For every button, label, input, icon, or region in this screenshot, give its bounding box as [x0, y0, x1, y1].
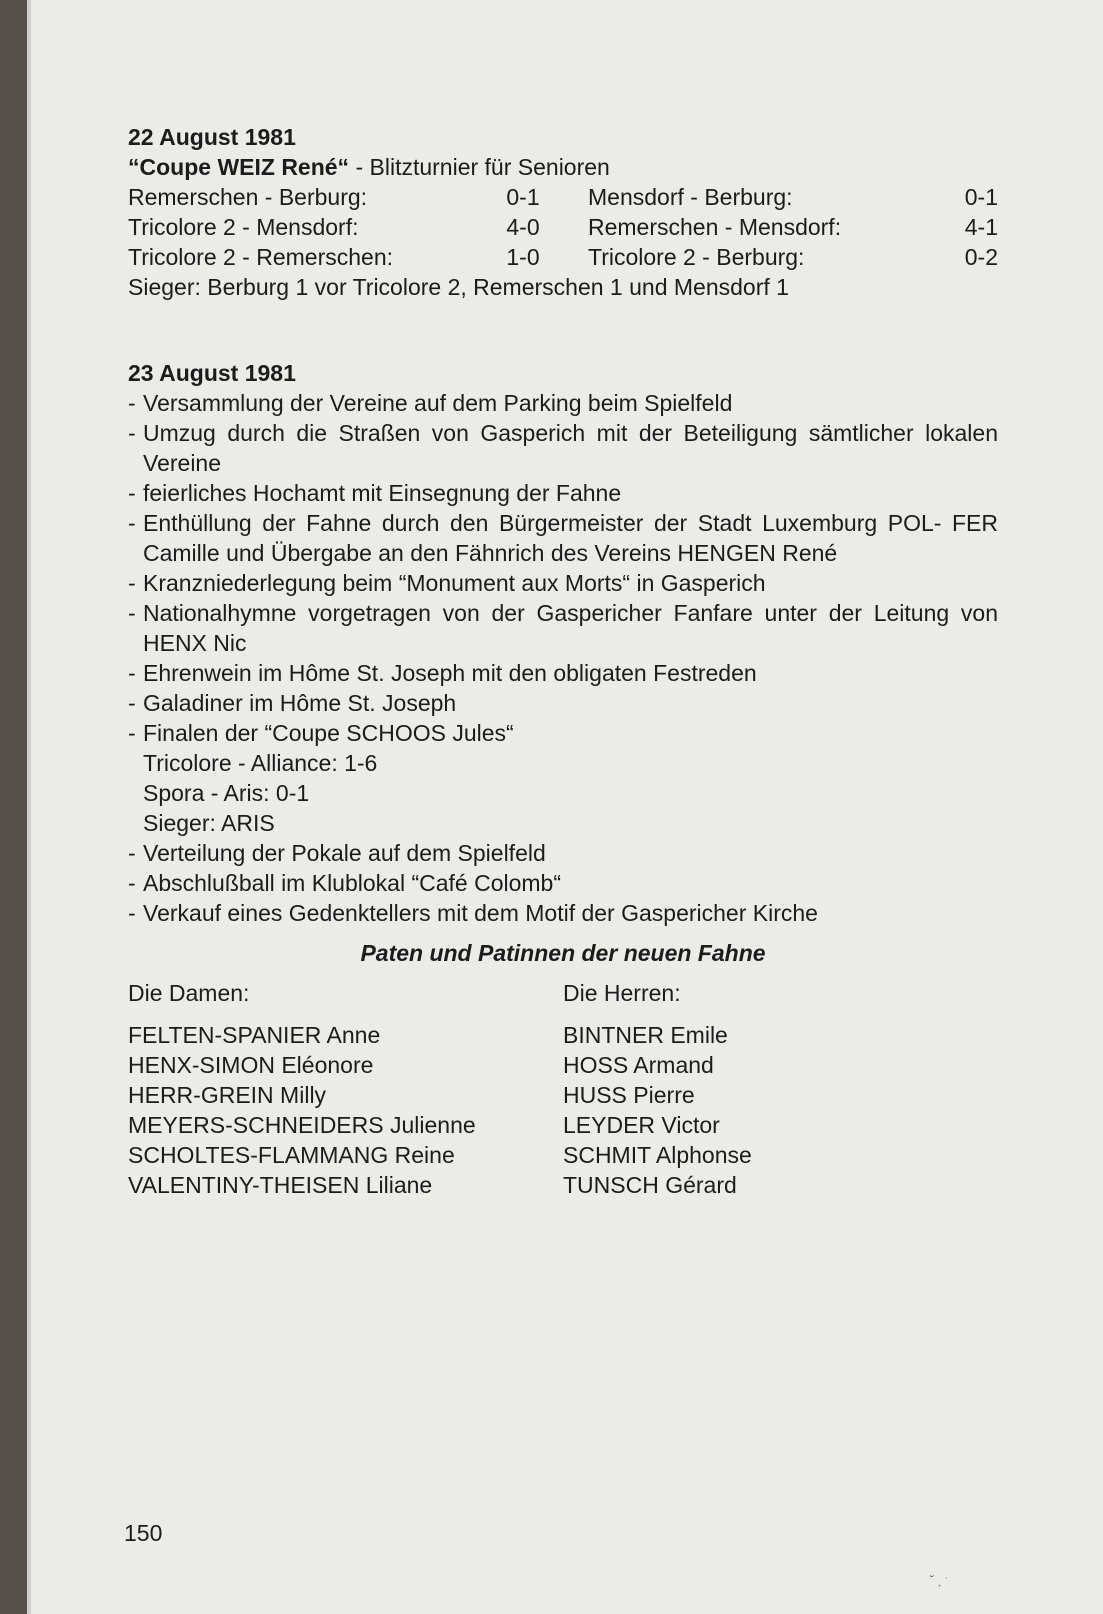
ladies-header: Die Damen: — [128, 980, 250, 1006]
program-item: - Abschlußball im Klublokal “Café Colomb“ — [128, 870, 561, 896]
sponsor-name: VALENTINY-THEISEN Liliane — [128, 1172, 433, 1198]
sponsor-name: MEYERS-SCHNEIDERS Julienne — [128, 1112, 476, 1138]
match-label: Tricolore 2 - Remerschen: — [128, 244, 394, 270]
program-item: - Enthüllung der Fahne durch den Bürgermeister der Stadt Luxemburg POL- FER Camille und Übergabe an den Fähnrich des Vereins HENGEN René — [128, 510, 998, 566]
match-score: 0-2 — [964, 244, 998, 270]
program-item: - Finalen der “Coupe SCHOOS Jules“ — [128, 720, 514, 746]
match-score: 4-0 — [506, 214, 540, 240]
match-score: 1-0 — [506, 244, 540, 270]
sponsor-name: HOSS Armand — [563, 1052, 714, 1078]
match-label: Tricolore 2 - Berburg: — [588, 244, 805, 270]
section-date: 23 August 1981 — [128, 360, 296, 386]
tournament-subtitle: - Blitzturnier für Senioren — [349, 154, 610, 180]
finals-results — [128, 748, 998, 838]
final-result: Tricolore - Alliance: 1-6 — [143, 750, 378, 776]
match-score: 0-1 — [506, 184, 540, 210]
sponsor-name: TUNSCH Gérard — [563, 1172, 737, 1198]
book-spine-shadow — [0, 0, 27, 1614]
print-mark: ˘ ˏ ˑ — [930, 1573, 948, 1587]
section-23-august — [128, 358, 998, 928]
final-winner: Sieger: ARIS — [143, 810, 275, 836]
results-table — [128, 182, 998, 272]
program-item: - Umzug durch die Straßen von Gasperich mit der Beteiligung sämtlicher lokalen Vereine — [128, 420, 998, 476]
match-label: Mensdorf - Berburg: — [588, 184, 793, 210]
sponsors-columns — [128, 978, 998, 1200]
program-item: - Galadiner im Hôme St. Joseph — [128, 690, 457, 716]
tournament-title — [128, 152, 998, 182]
tournament-winner: Sieger: Berburg 1 vor Tricolore 2, Remerschen 1 und Mensdorf 1 — [128, 274, 789, 300]
sponsor-name: LEYDER Victor — [563, 1112, 720, 1138]
program-item: - Ehrenwein im Hôme St. Joseph mit den obligaten Festreden — [128, 660, 757, 686]
men-header: Die Herren: — [563, 980, 681, 1006]
section-22-august — [128, 122, 998, 302]
tournament-name: “Coupe WEIZ René“ — [128, 154, 350, 180]
program-item: - Versammlung der Vereine auf dem Parking beim Spielfeld — [128, 390, 733, 416]
result-row — [128, 242, 998, 272]
match-label: Tricolore 2 - Mensdorf: — [128, 214, 359, 240]
match-score: 0-1 — [964, 184, 998, 210]
sponsor-name: HERR-GREIN Milly — [128, 1082, 327, 1108]
final-result: Spora - Aris: 0-1 — [143, 780, 310, 806]
program-item: - Nationalhymne vorgetragen von der Gaspericher Fanfare unter der Leitung von HENX Nic — [128, 600, 998, 656]
page-number: 150 — [124, 1520, 163, 1546]
program-list-continued — [128, 838, 998, 928]
ladies-column — [128, 978, 563, 1200]
program-item: - Verkauf eines Gedenktellers mit dem Motif der Gaspericher Kirche — [128, 900, 818, 926]
sponsor-name: BINTNER Emile — [563, 1022, 728, 1048]
match-score: 4-1 — [964, 214, 998, 240]
sponsor-name: FELTEN-SPANIER Anne — [128, 1022, 381, 1048]
sponsors-section — [128, 938, 998, 1200]
program-list — [128, 388, 998, 748]
result-row — [128, 182, 998, 212]
sponsors-heading: Paten und Patinnen der neuen Fahne — [360, 940, 766, 966]
sponsor-name: SCHOLTES-FLAMMANG Reine — [128, 1142, 455, 1168]
program-item: - Kranzniederlegung beim “Monument aux Morts“ in Gasperich — [128, 570, 766, 596]
program-item: - feierliches Hochamt mit Einsegnung der Fahne — [128, 480, 622, 506]
program-item: - Verteilung der Pokale auf dem Spielfeld — [128, 840, 546, 866]
sponsor-name: HENX-SIMON Eléonore — [128, 1052, 374, 1078]
section-date: 22 August 1981 — [128, 124, 296, 150]
result-row — [128, 212, 998, 242]
sponsor-name: HUSS Pierre — [563, 1082, 695, 1108]
match-label: Remerschen - Berburg: — [128, 184, 368, 210]
match-label: Remerschen - Mensdorf: — [588, 214, 842, 240]
men-column — [563, 978, 998, 1200]
page-content — [128, 122, 998, 1200]
sponsor-name: SCHMIT Alphonse — [563, 1142, 752, 1168]
